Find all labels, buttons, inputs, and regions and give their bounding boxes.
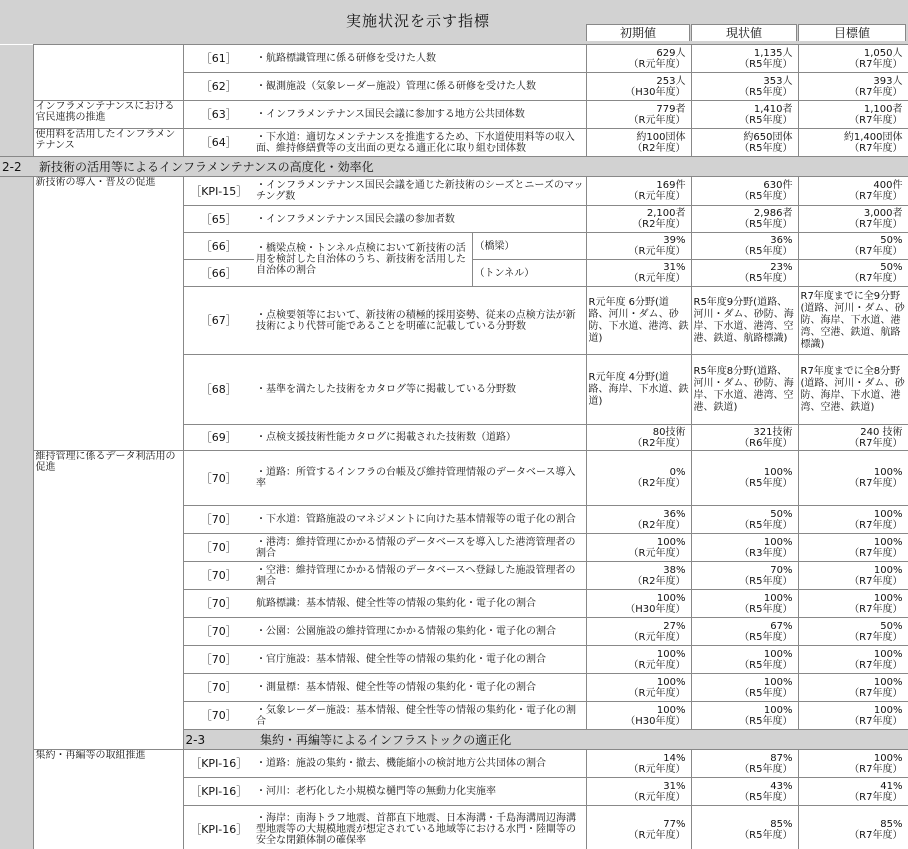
target-value: 100% （R7年度） [798, 506, 908, 534]
row-code: ［KPI-16］ [183, 806, 254, 849]
initial-value: 39% （R元年度） [586, 233, 691, 260]
row-description: ・基準を満たした技術をカタログ等に掲載している分野数 [254, 355, 586, 425]
col-header-target: 目標値 [798, 24, 906, 41]
target-value: 100% （R7年度） [798, 674, 908, 702]
current-value: 100% （R5年度） [691, 674, 798, 702]
row-description: ・測量標：基本情報、健全性等の情報の集約化・電子化の割合 [254, 674, 586, 702]
current-value: 100% （R5年度） [691, 702, 798, 730]
current-value: 630件 （R5年度） [691, 177, 798, 206]
target-value: 約1,400団体 （R7年度） [798, 129, 908, 157]
row-code: ［70］ [183, 451, 254, 506]
row-description: ・インフラメンテナンス国民会議を通じた新技術のシーズとニーズのマッチング数 [254, 177, 586, 206]
current-value: 85% （R5年度） [691, 806, 798, 849]
table-row [0, 177, 908, 206]
initial-value: 169件 （R元年度） [586, 177, 691, 206]
current-value: 43% （R5年度） [691, 778, 798, 806]
row-code: ［70］ [183, 702, 254, 730]
target-value: 393人 （R7年度） [798, 73, 908, 101]
initial-value: 779者 （R元年度） [586, 101, 691, 129]
row-code: ［65］ [183, 206, 254, 233]
current-value: 321技術 （R6年度） [691, 425, 798, 451]
row-code: ［68］ [183, 355, 254, 425]
category-label: 使用料を活用したインフラメンテナンス [33, 129, 183, 157]
initial-value: 253人 （H30年度） [586, 73, 691, 101]
row-code: ［KPI-16］ [183, 778, 254, 806]
row-description: ・海岸：南海トラフ地震、首都直下地震、日本海溝・千島海溝周辺海溝型地震等の大規模地震が想定されている地域等における水門・陸閘等の安全な閉鎖体制の確保率 [254, 806, 586, 849]
initial-value: 31% （R元年度） [586, 778, 691, 806]
table-row [0, 750, 908, 778]
section-number: 2-3 [183, 730, 254, 750]
row-code: ［61］ [183, 45, 254, 73]
row-code: ［62］ [183, 73, 254, 101]
col-header-current: 現状値 [691, 24, 797, 41]
target-value: 100% （R7年度） [798, 562, 908, 590]
section-row [0, 157, 908, 177]
initial-value: 36% （R2年度） [586, 506, 691, 534]
current-value: 100% （R5年度） [691, 451, 798, 506]
target-value: 50% （R7年度） [798, 260, 908, 287]
indicator-table [0, 44, 908, 849]
row-code: ［70］ [183, 674, 254, 702]
category-label: インフラメンテナンスにおける官民連携の推進 [33, 101, 183, 129]
row-description: ・点検要領等において、新技術の積極的採用姿勢、従来の点検方法が新技術により代替可能であることを明確に記載している分野数 [254, 287, 586, 355]
target-value: 50% （R7年度） [798, 618, 908, 646]
target-value: 85% （R7年度） [798, 806, 908, 849]
row-description: ・下水道：適切なメンテナンスを推進するため、下水道使用料等の収入面、維持修繕費等の支出面の更なる適正化に取り組む団体数 [254, 129, 586, 157]
current-value: 1,135人 （R5年度） [691, 45, 798, 73]
row-description: ・気象レーダー施設：基本情報、健全性等の情報の集約化・電子化の割合 [254, 702, 586, 730]
initial-value: 100% （H30年度） [586, 702, 691, 730]
row-code: ［70］ [183, 590, 254, 618]
target-value: 100% （R7年度） [798, 590, 908, 618]
target-value: 400件 （R7年度） [798, 177, 908, 206]
initial-value: 100% （R元年度） [586, 646, 691, 674]
target-value: 100% （R7年度） [798, 534, 908, 562]
current-value: 100% （R5年度） [691, 590, 798, 618]
initial-value: 約100団体 （R2年度） [586, 129, 691, 157]
initial-value: 2,100者 （R2年度） [586, 206, 691, 233]
header-title: 実施状況を示す指標 [345, 12, 490, 30]
row-description: ・河川：老朽化した小規模な樋門等の無動力化実施率 [254, 778, 586, 806]
target-value: 3,000者 （R7年度） [798, 206, 908, 233]
row-description: ・下水道：管路施設のマネジメントに向けた基本情報等の電子化の割合 [254, 506, 586, 534]
target-value: 240 技術 （R7年度） [798, 425, 908, 451]
row-code: ［70］ [183, 506, 254, 534]
initial-value: 31% （R元年度） [586, 260, 691, 287]
initial-value: 14% （R元年度） [586, 750, 691, 778]
initial-value: 27% （R元年度） [586, 618, 691, 646]
section-number: 2-2 [0, 157, 33, 177]
row-code: ［70］ [183, 562, 254, 590]
current-value: 353人 （R5年度） [691, 73, 798, 101]
table-row [0, 451, 908, 506]
row-description: ・点検支援技術性能カタログに掲載された技術数（道路） [254, 425, 586, 451]
current-value: 100% （R3年度） [691, 534, 798, 562]
category-label: 集約・再編等の取組推進 [33, 750, 183, 849]
row-code: ［KPI-15］ [183, 177, 254, 206]
initial-value: R元年度 6分野(道路、河川・ダム、砂防、下水道、港湾、鉄道) [586, 287, 691, 355]
current-value: 約650団体 （R5年度） [691, 129, 798, 157]
row-code: ［63］ [183, 101, 254, 129]
target-value: 1,050人 （R7年度） [798, 45, 908, 73]
row-subtype: （橋梁） [472, 233, 586, 260]
row-description: ・港湾：維持管理にかかる情報のデータベースを導入した港湾管理者の割合 [254, 534, 586, 562]
row-description: ・インフラメンテナンス国民会議の参加者数 [254, 206, 586, 233]
section-title: 集約・再編等によるインフラストックの適正化 [254, 730, 908, 750]
initial-value: 100% （R元年度） [586, 534, 691, 562]
current-value: 100% （R5年度） [691, 646, 798, 674]
initial-value: R元年度 4分野(道路、海岸、下水道、鉄道) [586, 355, 691, 425]
target-value: 1,100者 （R7年度） [798, 101, 908, 129]
initial-value: 0% （R2年度） [586, 451, 691, 506]
row-code: ［64］ [183, 129, 254, 157]
current-value: 87% （R5年度） [691, 750, 798, 778]
initial-value: 77% （R元年度） [586, 806, 691, 849]
current-value: 36% （R5年度） [691, 233, 798, 260]
current-value: 67% （R5年度） [691, 618, 798, 646]
row-subtype: （トンネル） [472, 260, 586, 287]
row-code: ［70］ [183, 646, 254, 674]
current-value: 70% （R5年度） [691, 562, 798, 590]
row-code: ［69］ [183, 425, 254, 451]
current-value: 23% （R5年度） [691, 260, 798, 287]
row-code: ［KPI-16］ [183, 750, 254, 778]
row-description: ・公園：公園施設の維持管理にかかる情報の集約化・電子化の割合 [254, 618, 586, 646]
row-code: ［66］ [183, 260, 254, 287]
row-description: 航路標識：基本情報、健全性等の情報の集約化・電子化の割合 [254, 590, 586, 618]
row-description: ・道路：所管するインフラの台帳及び維持管理情報のデータベース導入率 [254, 451, 586, 506]
table-header [0, 0, 908, 44]
target-value: 41% （R7年度） [798, 778, 908, 806]
target-value: R7年度までに全8分野(道路、河川・ダム、砂防、海岸、下水道、港湾、空港、鉄道) [798, 355, 908, 425]
initial-value: 629人 （R元年度） [586, 45, 691, 73]
row-description: ・航路標識管理に係る研修を受けた人数 [254, 45, 586, 73]
row-code: ［67］ [183, 287, 254, 355]
category-label: 新技術の導入・普及の促進 [33, 177, 183, 451]
target-value: 100% （R7年度） [798, 451, 908, 506]
current-value: 50% （R5年度） [691, 506, 798, 534]
row-description: ・橋梁点検・トンネル点検において新技術の活用を検討した自治体のうち、新技術を活用した自治体の割合 [254, 233, 472, 287]
initial-value: 38% （R2年度） [586, 562, 691, 590]
table-row [0, 101, 908, 129]
current-value: 1,410者 （R5年度） [691, 101, 798, 129]
col-header-initial: 初期値 [586, 24, 690, 41]
initial-value: 100% （R元年度） [586, 674, 691, 702]
table-row [0, 129, 908, 157]
section-title: 新技術の活用等によるインフラメンテナンスの高度化・効率化 [33, 157, 908, 177]
row-code: ［66］ [183, 233, 254, 260]
row-description: ・インフラメンテナンス国民会議に参加する地方公共団体数 [254, 101, 586, 129]
initial-value: 80技術 （R2年度） [586, 425, 691, 451]
target-value: 100% （R7年度） [798, 702, 908, 730]
table-row [0, 45, 908, 73]
category-label: 維持管理に係るデータ利活用の促進 [33, 451, 183, 750]
current-value: R5年度9分野(道路、河川・ダム、砂防、海岸、下水道、港湾、空港、鉄道、航路標識) [691, 287, 798, 355]
row-code: ［70］ [183, 618, 254, 646]
initial-value: 100% （H30年度） [586, 590, 691, 618]
row-description: ・官庁施設：基本情報、健全性等の情報の集約化・電子化の割合 [254, 646, 586, 674]
target-value: 100% （R7年度） [798, 646, 908, 674]
row-description: ・観測施設（気象レーダー施設）管理に係る研修を受けた人数 [254, 73, 586, 101]
row-description: ・道路：施設の集約・撤去、機能縮小の検討地方公共団体の割合 [254, 750, 586, 778]
row-code: ［70］ [183, 534, 254, 562]
target-value: 100% （R7年度） [798, 750, 908, 778]
target-value: 50% （R7年度） [798, 233, 908, 260]
current-value: 2,986者 （R5年度） [691, 206, 798, 233]
target-value: R7年度までに全9分野(道路、河川・ダム、砂防、海岸、下水道、港湾、空港、鉄道、航路標識) [798, 287, 908, 355]
row-description: ・空港：維持管理にかかる情報のデータベースへ登録した施設管理者の割合 [254, 562, 586, 590]
current-value: R5年度8分野(道路、河川・ダム、砂防、海岸、下水道、港湾、空港、鉄道) [691, 355, 798, 425]
